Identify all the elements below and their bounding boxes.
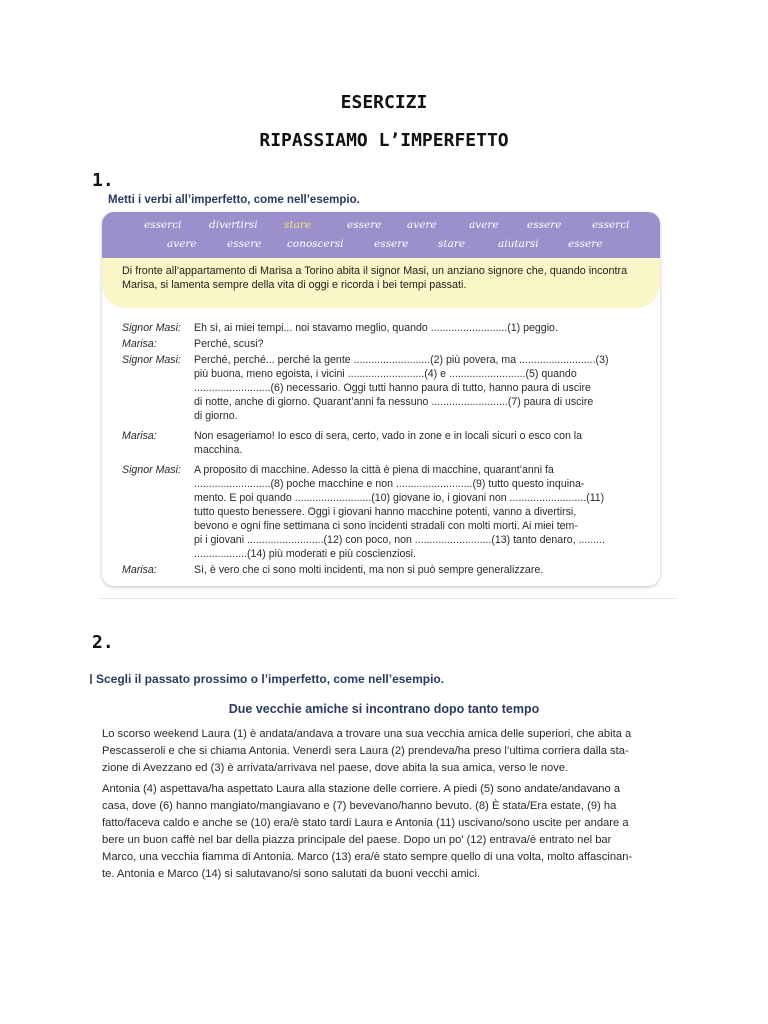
verb-item: essere: [347, 219, 382, 231]
dialogue-line: Perché, perché... perché la gente ..........................(2) più povera, ma ..........................(3): [194, 354, 609, 366]
verb-item: essere: [527, 219, 562, 231]
verb-item: avere: [407, 219, 437, 231]
exercise-1-scan: [100, 188, 676, 590]
verb-item: avere: [469, 219, 499, 231]
verb-item: essere: [568, 238, 603, 250]
verb-box: [102, 212, 660, 258]
dialogue-line: Sì, è vero che ci sono molti incidenti, ma non si può sempre generalizzare.: [194, 564, 544, 576]
speaker-label: Marisa:: [122, 338, 157, 350]
exercise-2-instruction: Scegli il passato prossimo o l’imperfetto, come nell’esempio.: [96, 672, 445, 686]
story-line: Marco, una vecchia fiamma di Antonia. Marco (13) era/è stato sempre quello di una volta, molto affascinan-: [102, 851, 633, 863]
story-line: casa, dove (6) hanno mangiato/mangiavano e (7) bevevano/hanno bevuto. (8) È stata/Era estate, (9) ha: [102, 800, 617, 812]
story-line: bere un buon caffè nel bar della piazza principale del paese. Dopo un po’ (12) entrava/è entrato nel bar: [102, 834, 612, 846]
dialogue-line: di notte, anche di giorno. Quarant’anni fa nessuno ..........................(7) paura di uscire: [194, 396, 594, 408]
dialogue-line: pi i giovani ..........................(12) con poco, non ..........................(13) tanto denaro, .........: [194, 534, 605, 546]
speaker-label: Signor Masi:: [122, 354, 181, 366]
verb-item: divertirsi: [209, 219, 258, 231]
dialogue-line: Eh sì, ai miei tempi... noi stavamo meglio, quando ..........................(1) peggio.: [194, 322, 558, 334]
speaker-label: Signor Masi:: [122, 464, 181, 476]
verb-item: avere: [167, 238, 197, 250]
dialogue-line: di giorno.: [194, 410, 238, 422]
page-title: ESERCIZI: [340, 92, 428, 113]
dialogue-line: tutto questo benessere. Oggi i giovani hanno macchine potenti, vanno a divertirsi,: [194, 506, 577, 518]
exercise-1-intro-text: Di fronte all’appartamento di Marisa a Torino abita il signor Masi, un anziano signore che, quando incontra Marisa, si lamenta sempre della vita di oggi e ricorda i bei tempi passati.: [122, 265, 628, 291]
story-line: Lo scorso weekend Laura (1) è andata/andava a trovare una sua vecchia amica delle superiori, che abita a: [102, 728, 632, 740]
verb-item: esserci: [144, 219, 182, 231]
exercise-number-2: 2.: [92, 632, 114, 653]
story-line: fatto/faceva caldo e anche se (10) era/è stato tardi Laura e Antonia (11) uscivano/sono uscite per andare a: [102, 817, 629, 829]
dialogue-line: A proposito di macchine. Adesso la città è piena di macchine, quarant’anni fa: [194, 464, 554, 476]
dialogue-line: bevono e ogni fine settimana ci sono incidenti stradali con molti morti. Ai miei tem-: [194, 520, 578, 532]
speaker-label: Signor Masi:: [122, 322, 181, 334]
verb-item: aiutarsi: [498, 238, 539, 250]
dialogue-line: ..........................(6) necessario. Oggi tutti hanno paura di tutto, hanno paura di uscire: [194, 382, 591, 394]
dialogue-line: più buona, meno egoista, i vicini ..........................(4) e ..........................(5) quando: [194, 368, 577, 380]
verb-item-example: stare: [284, 219, 312, 231]
dialogue-line: mento. E poi quando ..........................(10) giovane io, i giovani non ..........................(11): [194, 492, 605, 504]
story-line: Pescasseroli e che si chiama Antonia. Venerdì sera Laura (2) prendeva/ha preso l’ultima corriera dalla sta-: [102, 745, 629, 757]
speaker-label: Marisa:: [122, 564, 157, 576]
exercise-1-panel: [102, 212, 660, 586]
verb-item: stare: [438, 238, 466, 250]
dialogue-line: macchina.: [194, 444, 243, 456]
verb-item: esserci: [592, 219, 630, 231]
story-line: te. Antonia e Marco (14) si salutavano/si sono salutati da buoni vecchi amici.: [102, 868, 481, 880]
exercise-number-1: 1.: [92, 170, 114, 191]
verb-item: essere: [227, 238, 262, 250]
dialogue-line: ..........................(8) poche macchine e non ..........................(9) tutto questo inquina-: [194, 478, 585, 490]
page-subtitle: RIPASSIAMO L’IMPERFETTO: [259, 130, 509, 151]
story-line: Antonia (4) aspettava/ha aspettato Laura alla stazione delle corriere. A piedi (5) sono andate/andavano a: [102, 783, 621, 795]
exercise-1-instruction: Metti i verbi all’imperfetto, come nell’esempio.: [108, 194, 360, 206]
story-title: Due vecchie amiche si incontrano dopo tanto tempo: [228, 702, 540, 716]
divider: [100, 598, 676, 599]
speaker-label: Marisa:: [122, 430, 157, 442]
dialogue-line: ..................(14) più moderati e più coscienziosi.: [194, 548, 416, 560]
dialogue-line: Perché, scusi?: [194, 338, 264, 350]
story-line: zione di Avezzano ed (3) è arrivata/arrivava nel paese, dove abita la sua amica, verso le nove.: [102, 762, 569, 774]
verb-item: conoscersi: [287, 238, 344, 250]
dialogue-line: Non esageriamo! Io esco di sera, certo, vado in zone e in locali sicuri o esco con la: [194, 430, 583, 442]
exercise-1-intro-box: [102, 258, 660, 308]
verb-item: essere: [374, 238, 409, 250]
margin-mark: [90, 674, 92, 684]
